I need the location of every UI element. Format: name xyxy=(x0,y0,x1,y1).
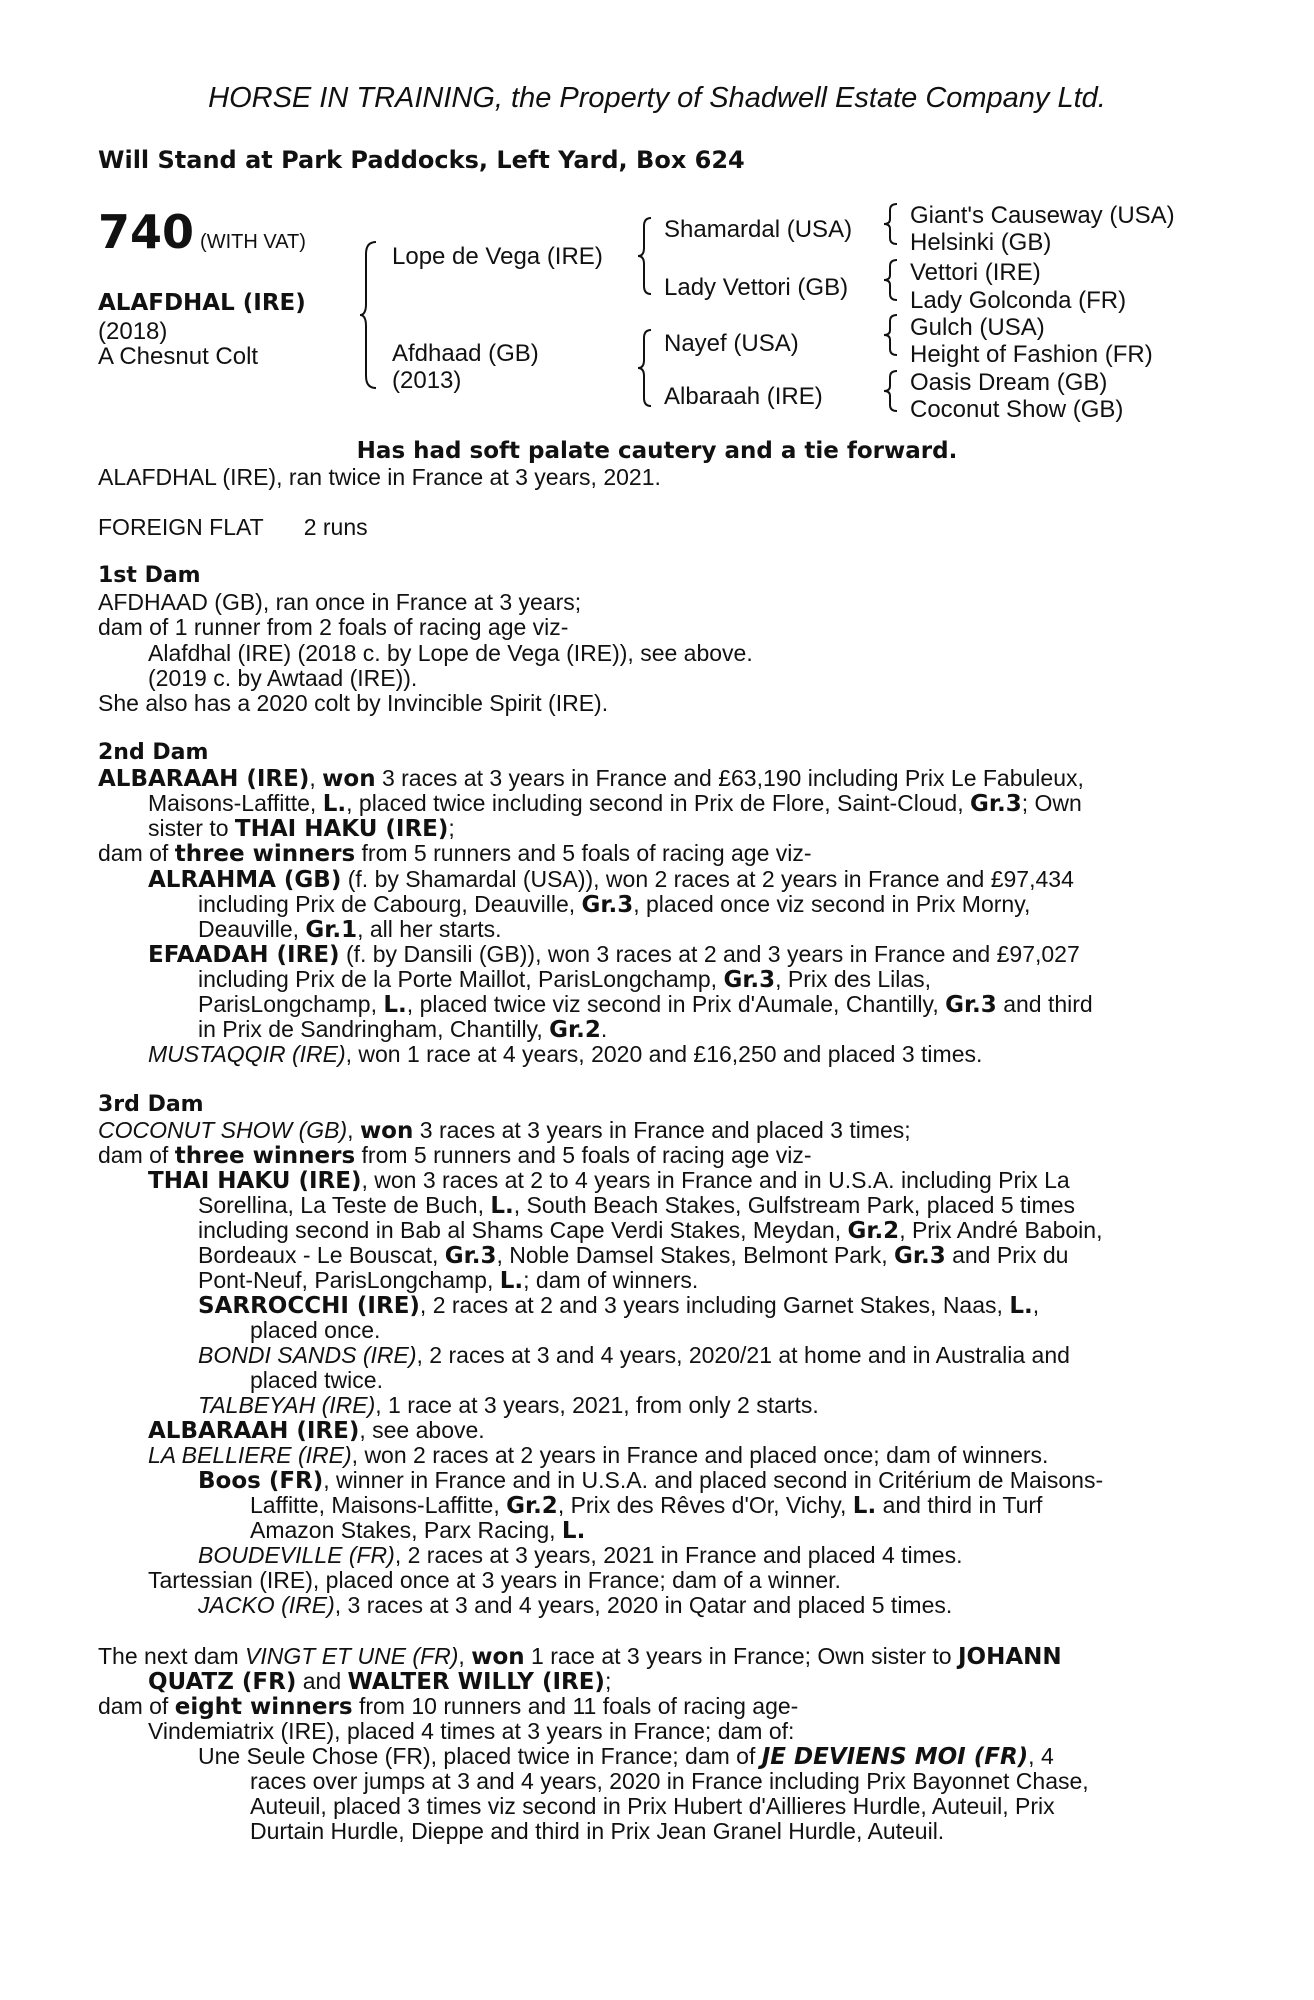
produce-line: Tartessian (IRE), placed once at 3 years in France; dam of a winner. xyxy=(148,1567,841,1593)
produce-line xyxy=(148,941,1080,968)
text-run: , 3 races at 3 and 4 years, 2020 in Qatar and placed 5 times. xyxy=(334,1592,953,1618)
text-run: , South Beach Stakes, Gulfstream Park, placed 5 times xyxy=(513,1192,1075,1218)
grade-label: Gr.3 xyxy=(444,1243,497,1269)
produce-line xyxy=(198,1192,1075,1219)
grade-label: Gr.3 xyxy=(894,1243,946,1269)
won-label: won xyxy=(471,1644,525,1670)
grade-label: Gr.2 xyxy=(847,1218,900,1244)
pedigree-g1: Giant's Causeway (USA) xyxy=(910,202,1175,229)
next-dam-line: Auteuil, placed 3 times viz second in Prix Hubert d'Aillieres Hurdle, Auteuil, Prix xyxy=(250,1793,1055,1819)
grade-label: L. xyxy=(383,992,407,1018)
pedigree-brace-g4 xyxy=(884,369,900,413)
pedigree-dam-year: (2013) xyxy=(392,367,462,394)
produce-line xyxy=(148,866,1074,893)
text-run: dam of xyxy=(98,1693,169,1719)
produce-line: placed once. xyxy=(250,1317,381,1343)
text-run: in Prix de Sandringham, Chantilly, xyxy=(198,1016,543,1042)
grade-label: Gr.2 xyxy=(506,1493,558,1519)
text-run: , Prix des Rêves d'Or, Vichy, xyxy=(557,1492,847,1518)
next-dam-line xyxy=(148,1668,611,1695)
first-dam-line: dam of 1 runner from 2 foals of racing age viz- xyxy=(98,614,569,640)
produce-line xyxy=(198,1267,698,1294)
produce-line xyxy=(148,1041,982,1067)
pedigree-sire-dam: Lady Vettori (GB) xyxy=(664,274,849,301)
text-run: dam of xyxy=(98,840,169,866)
horse-ref: JACKO (IRE) xyxy=(198,1592,335,1618)
grade-label: Gr.2 xyxy=(549,1017,601,1043)
text-run: , 2 races at 2 and 3 years including Garnet Stakes, Naas, xyxy=(419,1292,1003,1318)
next-dam-line: Durtain Hurdle, Dieppe and third in Prix Jean Granel Hurdle, Auteuil. xyxy=(250,1818,945,1844)
text-run: , Prix des Lilas, xyxy=(775,966,932,992)
race-record-summary: ALAFDHAL (IRE), ran twice in France at 3 years, 2021. xyxy=(98,464,661,490)
pedigree-brace-main xyxy=(360,240,380,390)
pedigree-brace-g1 xyxy=(884,202,900,246)
lot-number-block xyxy=(98,205,306,259)
text-run: ; dam of winners. xyxy=(523,1267,699,1293)
text-run: Maisons-Laffitte, xyxy=(148,790,317,816)
text-run: ; Own xyxy=(1021,790,1082,816)
text-run: , won 3 races at 2 to 4 years in France and in U.S.A. including Prix La xyxy=(361,1167,1070,1193)
text-run: Bordeaux - Le Bouscat, xyxy=(198,1242,439,1268)
text-run: , 4 xyxy=(1028,1743,1054,1769)
grade-label: L. xyxy=(852,1493,877,1519)
produce-line xyxy=(148,1442,1048,1468)
next-dam-line xyxy=(198,1743,1054,1770)
pedigree-brace-sire xyxy=(638,216,654,296)
text-run: (f. by Shamardal (USA)), won 2 races at 2 years in France and £97,434 xyxy=(347,866,1074,892)
text-run: Deauville, xyxy=(198,916,299,942)
text-run: from 10 runners and 11 foals of racing age- xyxy=(358,1693,799,1719)
produce-line xyxy=(198,1542,962,1568)
grade-label: L. xyxy=(490,1193,514,1219)
text-run: The next dam xyxy=(98,1643,239,1669)
horse-ref: SARROCCHI (IRE) xyxy=(198,1293,420,1319)
first-dam-line: AFDHAAD (GB), ran once in France at 3 years; xyxy=(98,589,582,615)
pedigree-g2: Helsinki (GB) xyxy=(910,229,1052,256)
text-run: Une Seule Chose (FR), placed twice in France; dam of xyxy=(198,1743,756,1769)
pedigree-brace-dam xyxy=(638,328,654,408)
winners-count: three winners xyxy=(174,1143,356,1169)
grade-label: Gr.1 xyxy=(305,917,358,943)
horse-year: (2018) xyxy=(98,318,168,345)
horse-ref: Boos (FR) xyxy=(198,1468,324,1494)
text-run: Pont-Neuf, ParisLongchamp, xyxy=(198,1267,494,1293)
produce-line xyxy=(198,1592,952,1618)
pedigree-brace-g2 xyxy=(884,258,900,302)
grade-label: L. xyxy=(499,1268,524,1294)
foreign-flat-row xyxy=(98,514,368,540)
pedigree-g6: Height of Fashion (FR) xyxy=(910,341,1153,368)
text-run: (f. by Dansili (GB)), won 3 races at 2 and 3 years in France and £97,027 xyxy=(345,941,1080,967)
produce-line xyxy=(198,1292,1039,1319)
grade-label: Gr.3 xyxy=(723,967,776,993)
second-dam-heading: 2nd Dam xyxy=(98,740,209,765)
text-run: Amazon Stakes, Parx Racing, xyxy=(250,1517,556,1543)
third-dam-line: COCONUT SHOW (GB), won 3 races at 3 years in France and placed 3 times; xyxy=(98,1117,911,1144)
text-run: , 2 races at 3 and 4 years, 2020/21 at home and in Australia and xyxy=(416,1342,1070,1368)
produce-line xyxy=(250,1492,1042,1519)
pedigree-dam: Afdhaad (GB) xyxy=(392,340,539,367)
next-dam-line xyxy=(98,1693,798,1720)
text-run: , xyxy=(1032,1292,1040,1318)
first-dam-foal: (2019 c. by Awtaad (IRE)). xyxy=(148,665,418,691)
next-dam-line xyxy=(98,1643,1062,1670)
produce-line xyxy=(250,1517,585,1544)
horse-ref: ALBARAAH (IRE) xyxy=(148,1418,360,1444)
text-run: , all her starts. xyxy=(357,916,502,942)
text-run: from 5 runners and 5 foals of racing age viz- xyxy=(361,840,812,866)
text-run: Laffitte, Maisons-Laffitte, xyxy=(250,1492,500,1518)
text-run: including Prix de la Porte Maillot, ParisLongchamp, xyxy=(198,966,718,992)
text-run: , placed once viz second in Prix Morny, xyxy=(633,891,1031,917)
horse-ref: BOUDEVILLE (FR) xyxy=(198,1542,395,1568)
pedigree-brace-g3 xyxy=(884,313,900,357)
horse-ref: WALTER WILLY (IRE) xyxy=(347,1669,605,1695)
text-run: from 5 runners and 5 foals of racing age viz- xyxy=(361,1142,812,1168)
produce-line xyxy=(148,1417,485,1444)
pedigree-g5: Gulch (USA) xyxy=(910,314,1045,341)
pedigree-dam-sire: Nayef (USA) xyxy=(664,330,799,357)
horse-ref: BONDI SANDS (IRE) xyxy=(198,1342,417,1368)
pedigree-sire-sire: Shamardal (USA) xyxy=(664,216,853,243)
next-dam-line: Vindemiatrix (IRE), placed 4 times at 3 years in France; dam of: xyxy=(148,1718,795,1744)
produce-line xyxy=(198,991,1093,1018)
text-run: , winner in France and in U.S.A. and placed second in Critérium de Maisons- xyxy=(323,1467,1104,1493)
text-run: , Prix André Baboin, xyxy=(899,1217,1103,1243)
text-run: and third in Turf xyxy=(882,1492,1043,1518)
won-label: won xyxy=(359,1118,414,1144)
text-run: , Noble Damsel Stakes, Belmont Park, xyxy=(496,1242,888,1268)
grade-label: L. xyxy=(322,791,347,817)
first-dam-heading: 1st Dam xyxy=(98,563,201,588)
produce-line xyxy=(198,1342,1070,1368)
text-run: including Prix de Cabourg, Deauville, xyxy=(198,891,576,917)
produce-line xyxy=(198,1467,1103,1494)
horse-ref: JE DEVIENS MOI (FR) xyxy=(761,1744,1029,1770)
text-run: , placed twice viz second in Prix d'Aumale, Chantilly, xyxy=(406,991,939,1017)
produce-line xyxy=(198,1242,1068,1269)
horse-ref: VINGT ET UNE (FR) xyxy=(245,1643,459,1669)
pedigree-g4: Lady Golconda (FR) xyxy=(910,287,1127,314)
won-label: won xyxy=(322,766,376,792)
next-dam-line: races over jumps at 3 and 4 years, 2020 in France including Prix Bayonnet Chase, xyxy=(250,1768,1089,1794)
produce-line xyxy=(198,1217,1102,1244)
pedigree-g8: Coconut Show (GB) xyxy=(910,396,1124,423)
horse-description: A Chesnut Colt xyxy=(98,343,259,370)
produce-line xyxy=(198,916,502,943)
pedigree-g3: Vettori (IRE) xyxy=(910,259,1041,286)
text-run: , 2 races at 3 years, 2021 in France and placed 4 times. xyxy=(394,1542,963,1568)
second-dam-line xyxy=(148,790,1082,817)
text-run: and third xyxy=(1003,991,1093,1017)
second-dam-name: ALBARAAH (IRE) xyxy=(98,766,310,792)
produce-line: placed twice. xyxy=(250,1367,383,1393)
text-run: including second in Bab al Shams Cape Verdi Stakes, Meydan, xyxy=(198,1217,842,1243)
vat-note: (WITH VAT) xyxy=(200,231,306,253)
text-run: Sorellina, La Teste de Buch, xyxy=(198,1192,484,1218)
horse-ref: MUSTAQQIR (IRE) xyxy=(148,1041,346,1067)
horse-name: ALAFDHAL (IRE) xyxy=(98,290,306,316)
pedigree-sire: Lope de Vega (IRE) xyxy=(392,243,603,270)
text-run: 3 races at 3 years in France and placed 3 times; xyxy=(419,1117,911,1143)
text-run: . xyxy=(600,1016,608,1042)
text-run: 1 race at 3 years in France; Own sister to xyxy=(531,1643,952,1669)
text-run: ; xyxy=(604,1668,612,1694)
text-run: ParisLongchamp, xyxy=(198,991,377,1017)
page-title: HORSE IN TRAINING, the Property of Shadwell Estate Company Ltd. xyxy=(208,82,1106,114)
text-run: , placed twice including second in Prix de Flore, Saint-Cloud, xyxy=(346,790,964,816)
foreign-flat-label: FOREIGN FLAT xyxy=(98,514,264,540)
horse-ref: QUATZ (FR) xyxy=(148,1669,297,1695)
grade-label: Gr.3 xyxy=(945,992,997,1018)
pedigree-dam-dam: Albaraah (IRE) xyxy=(664,383,823,410)
produce-line xyxy=(198,1392,819,1418)
horse-ref: TALBEYAH (IRE) xyxy=(198,1392,376,1418)
third-dam-heading: 3rd Dam xyxy=(98,1092,204,1117)
stand-location: Will Stand at Park Paddocks, Left Yard, Box 624 xyxy=(98,146,745,174)
veterinary-note: Has had soft palate cautery and a tie forward. xyxy=(356,438,958,464)
produce-line xyxy=(148,1167,1070,1194)
pedigree-g7: Oasis Dream (GB) xyxy=(910,369,1108,396)
text-run: , 1 race at 3 years, 2021, from only 2 starts. xyxy=(375,1392,819,1418)
lot-number: 740 xyxy=(98,205,195,259)
third-dam-line xyxy=(98,1142,812,1169)
text-run: dam of xyxy=(98,1142,169,1168)
grade-label: L. xyxy=(1009,1293,1033,1319)
text-run: and xyxy=(302,1668,342,1694)
text-run: sister to xyxy=(148,815,229,841)
horse-ref: THAI HAKU (IRE) xyxy=(148,1168,362,1194)
text-run: , see above. xyxy=(359,1417,485,1443)
third-dam-name: COCONUT SHOW (GB) xyxy=(98,1117,348,1143)
winners-count: three winners xyxy=(174,841,356,867)
horse-ref: LA BELLIERE (IRE) xyxy=(148,1442,352,1468)
text-run: ; xyxy=(448,815,455,841)
second-dam-line xyxy=(148,815,455,842)
text-run: 3 races at 3 years in France and £63,190 including Prix Le Fabuleux, xyxy=(381,765,1084,791)
second-dam-line: ALBARAAH (IRE), won 3 races at 3 years in France and £63,190 including Prix Le Fabuleux, xyxy=(98,765,1084,792)
second-dam-line xyxy=(98,840,812,867)
produce-line xyxy=(198,891,1030,918)
foreign-flat-value: 2 runs xyxy=(303,514,368,540)
text-run: , xyxy=(458,1643,465,1669)
horse-ref: ALRAHMA (GB) xyxy=(148,867,342,893)
grade-label: Gr.3 xyxy=(581,892,634,918)
text-run: and Prix du xyxy=(952,1242,1069,1268)
first-dam-foal: Alafdhal (IRE) (2018 c. by Lope de Vega (IRE)), see above. xyxy=(148,640,753,666)
produce-line xyxy=(198,1016,607,1043)
grade-label: L. xyxy=(561,1518,586,1544)
horse-ref: EFAADAH (IRE) xyxy=(148,942,340,968)
horse-ref: THAI HAKU (IRE) xyxy=(234,816,449,842)
text-run: , won 1 race at 4 years, 2020 and £16,250 and placed 3 times. xyxy=(345,1041,983,1067)
first-dam-line: She also has a 2020 colt by Invincible Spirit (IRE). xyxy=(98,690,609,716)
winners-count: eight winners xyxy=(174,1694,353,1720)
produce-line xyxy=(198,966,931,993)
text-run: , won 2 races at 2 years in France and placed once; dam of winners. xyxy=(351,1442,1049,1468)
grade-label: Gr.3 xyxy=(970,791,1022,817)
horse-ref: JOHANN xyxy=(957,1644,1062,1670)
